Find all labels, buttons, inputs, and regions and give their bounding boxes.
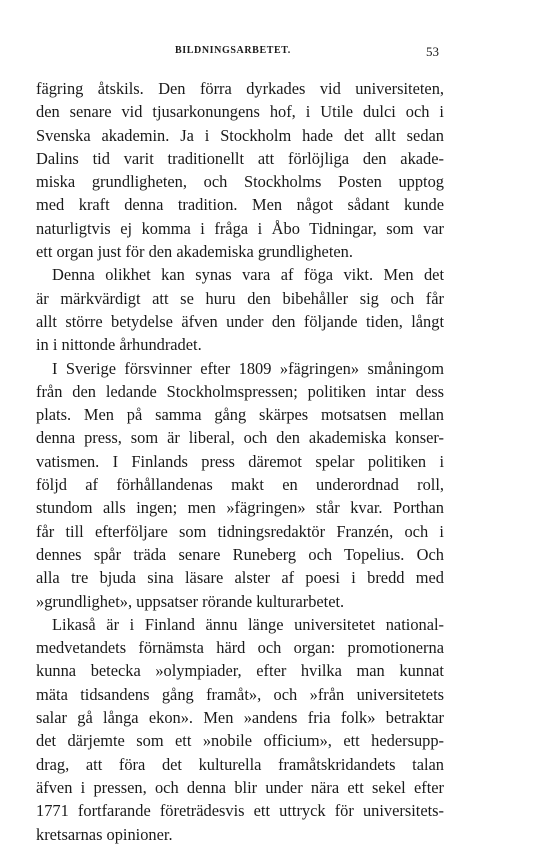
text-line: plats. Men på samma gång skärpes motsatsen mellan (36, 405, 444, 425)
text-line: I Sverige försvinner efter 1809 »fägringen» småningom (52, 358, 444, 378)
text-line: alla tre bjuda sina läsare alster af poesi i bredd med (36, 568, 444, 588)
text-line: dennes spår träda senare Runeberg och Topelius. Och (36, 544, 444, 564)
paragraph (36, 357, 444, 613)
text-line: denna press, som är liberal, och den akademiska konser- (36, 428, 444, 448)
text-line: får till efterföljare som tidningsredaktör Franzén, och i (36, 521, 444, 541)
text-line: Likaså är i Finland ännu länge universitetet national- (52, 614, 444, 634)
text-line: medvetandets förnämsta härd och organ: promotionerna (36, 638, 444, 658)
text-line: fägring åtskils. Den förra dyrkades vid universiteten, (36, 79, 444, 98)
text-line: ett organ just för den akademiska grundligheten. (36, 242, 353, 262)
text-line: Dalins tid varit traditionellt att förlöjliga den akade- (36, 148, 444, 168)
text-line: 1771 fortfarande företrädesvis ett uttryck för universitets- (36, 801, 444, 821)
paragraph (36, 263, 444, 356)
text-line: salar gå långa ekon». Men »andens fria folk» betraktar (36, 708, 444, 728)
text-line: allt större betydelse äfven under den följande tiden, långt (36, 311, 444, 331)
text-line: med kraft denna tradition. Men något sådant kunde (36, 195, 444, 215)
running-head: BILDNINGSARBETET. (175, 45, 291, 56)
text-line: naturligtvis ej komma i fråga i Åbo Tidningar, som var (36, 218, 444, 238)
text-line: det därjemte som ett »nobile officium», ett hedersupp- (36, 731, 444, 751)
text-line: miska grundligheten, och Stockholms Posten upptog (36, 172, 444, 192)
text-line: in i nittonde århundradet. (36, 335, 202, 355)
text-line: »grundlighet», uppsatser rörande kulturarbetet. (36, 591, 345, 611)
text-line: mäta tidsandens gång framåt», och »från universitetets (36, 684, 444, 704)
text-line: vatismen. I Finlands press däremot spelar politiken i (36, 451, 444, 471)
text-line: Svenska akademin. Ja i Stockholm hade det allt sedan (36, 125, 444, 145)
text-line: äfven i pressen, och denna blir under nära ett sekel efter (36, 777, 444, 797)
text-line: från den ledande Stockholmspressen; politiken intar dess (36, 381, 444, 401)
text-line: drag, att föra det kulturella framåtskridandets talan (36, 754, 444, 774)
text-line: är märkvärdigt att se huru den bibehåller sig och får (36, 288, 444, 308)
text-line: Denna olikhet kan synas vara af föga vikt. Men det (52, 265, 444, 285)
page-number: 53 (426, 44, 439, 59)
text-line: den senare vid tjusarkonungens hof, i Utile dulci och i (36, 102, 444, 122)
text-line: följd af förhållandenas makt en underordnad roll, (36, 475, 444, 495)
text-line: stundom alls ingen; men »fägringen» står kvar. Porthan (36, 498, 444, 518)
paragraph (36, 77, 444, 263)
text-line: kretsarnas opinioner. (36, 824, 173, 844)
paragraph (36, 613, 444, 846)
page-header (0, 44, 544, 64)
text-line: kunna betecka »olympiader, efter hvilka man kunnat (36, 661, 444, 681)
body-text (36, 77, 444, 846)
